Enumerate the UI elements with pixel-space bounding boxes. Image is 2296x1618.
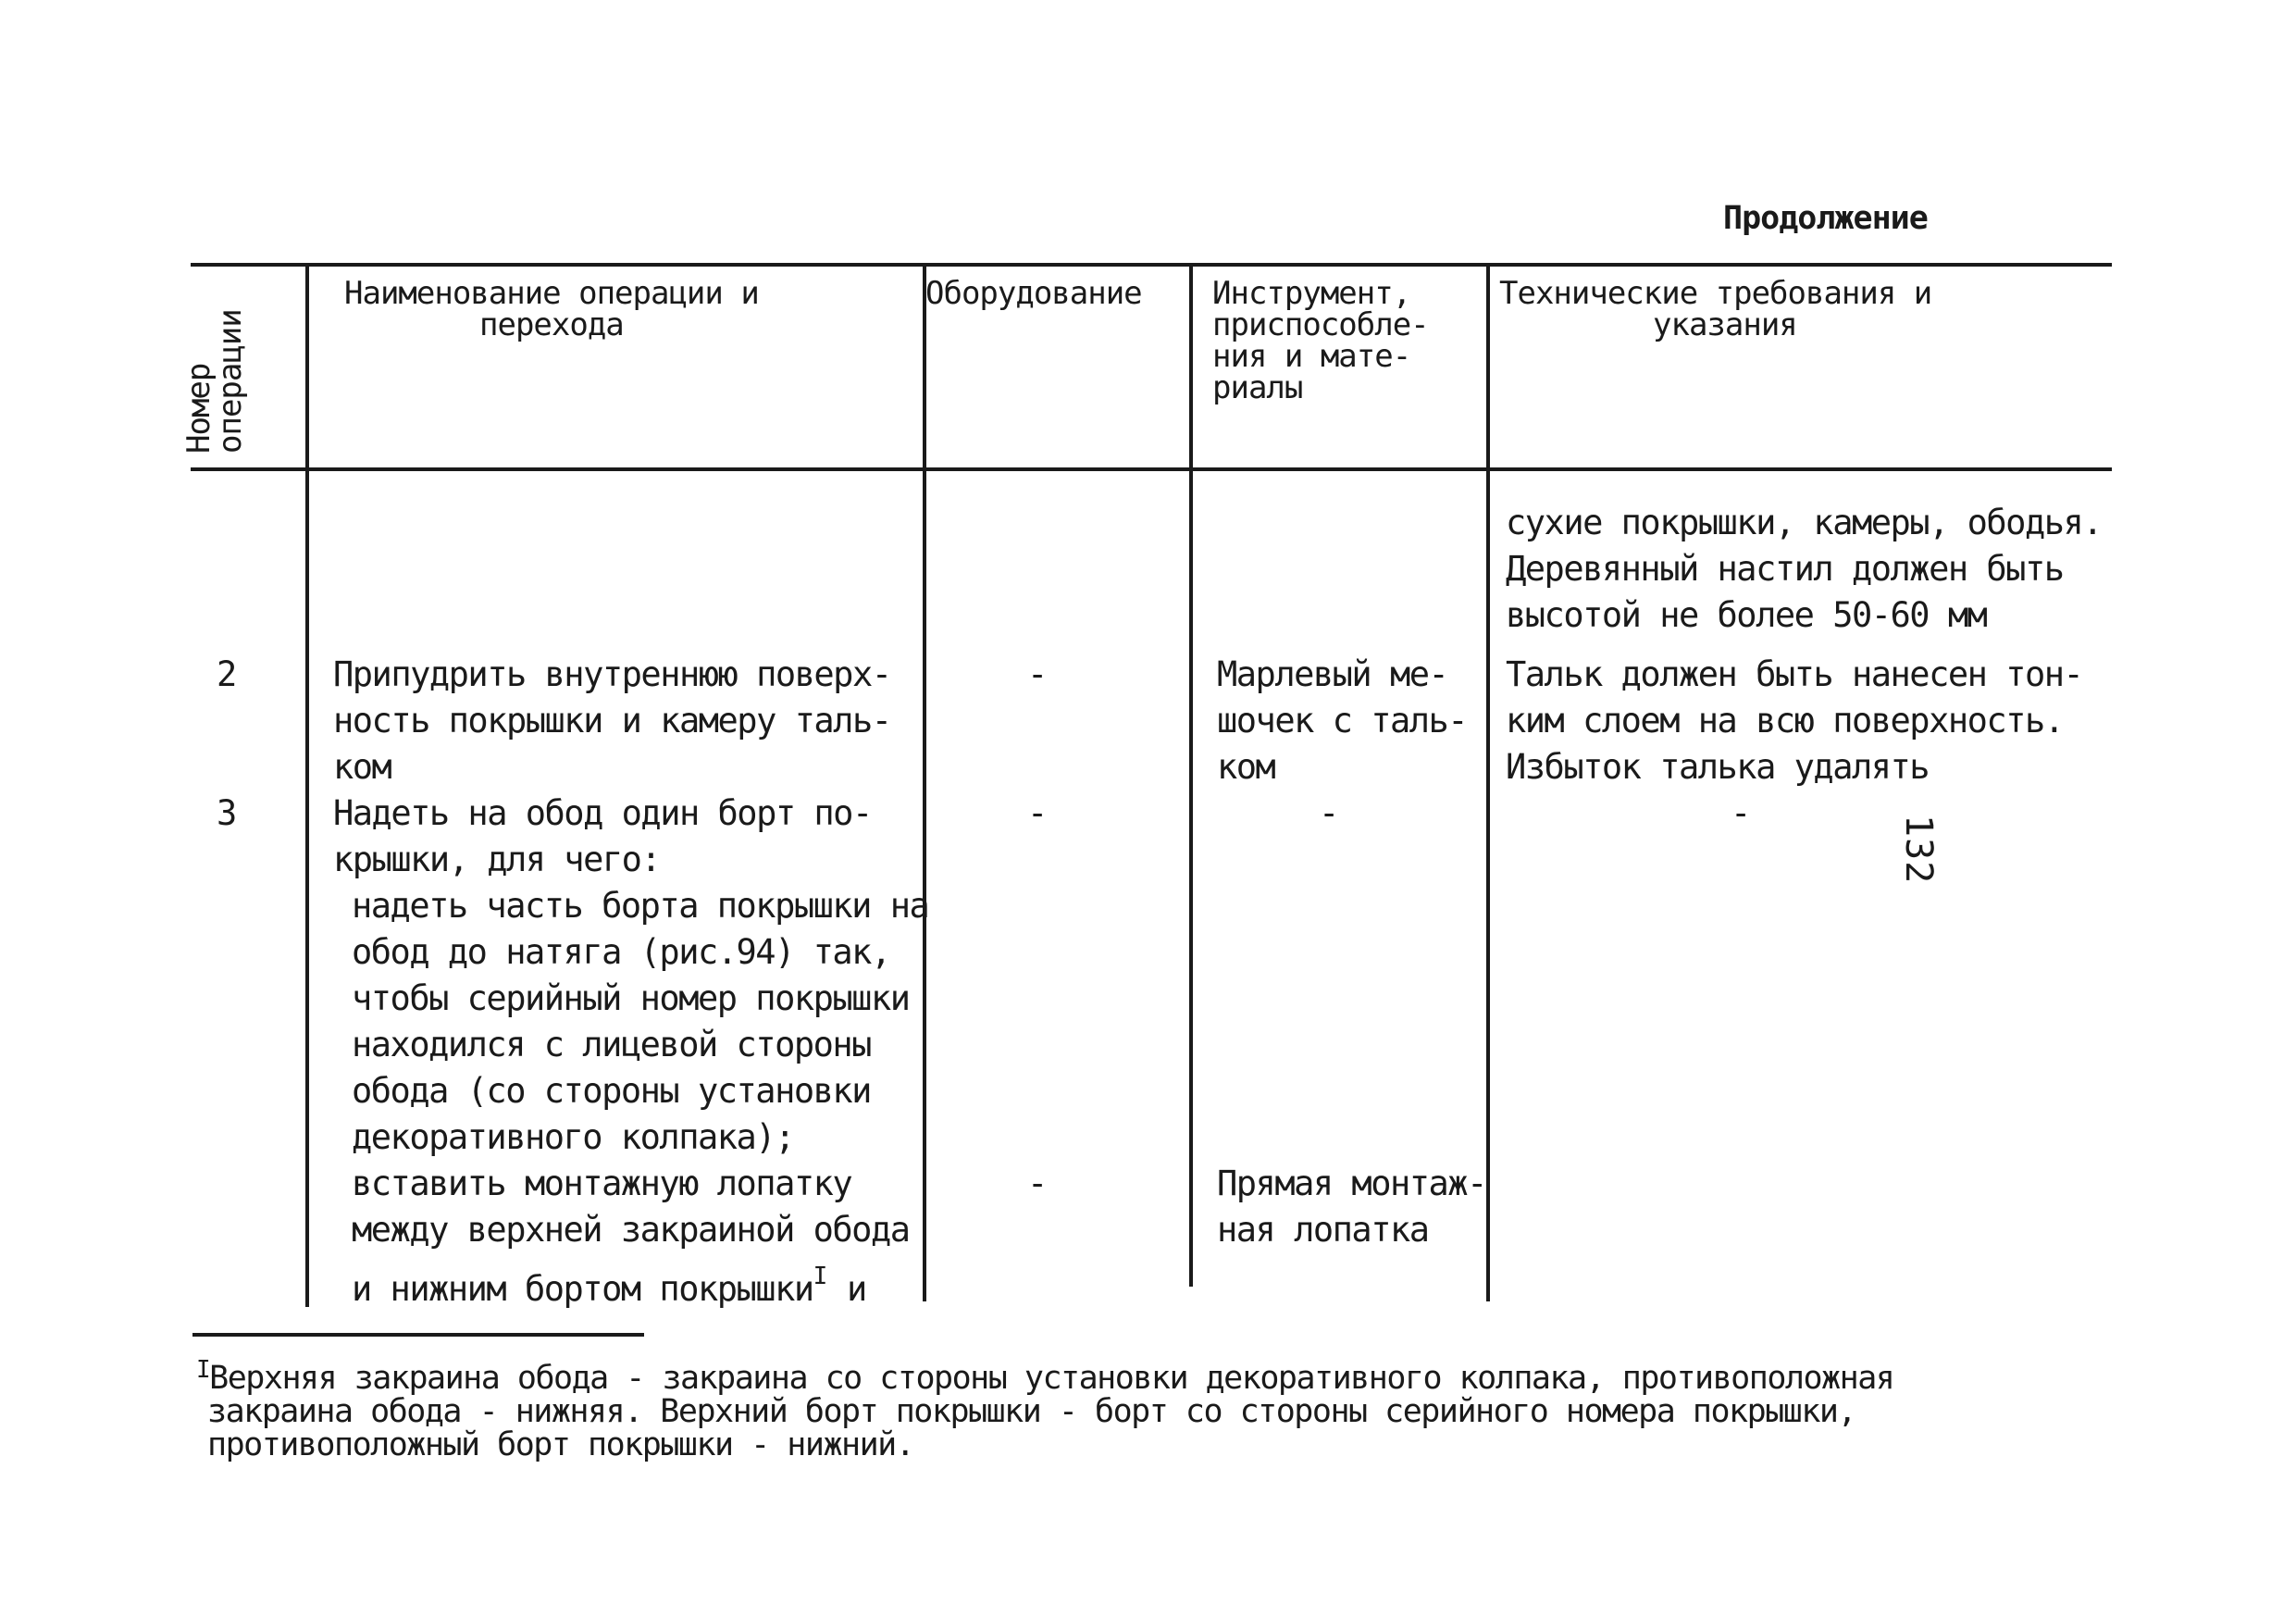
op2-tools: Марлевый ме- шочек с таль- ком — [1217, 654, 1468, 787]
op3-substep-2: вставить монтажную лопатку между верхней закраиной обода и нижним бортом покрышки$^I$ и — [352, 1164, 910, 1309]
op3-substep-2-tools: Прямая монтаж- ная лопатка — [1217, 1164, 1486, 1250]
footnote-separator — [192, 1333, 644, 1337]
op3-tools: - — [1319, 793, 1338, 833]
table-header-rule — [191, 467, 2112, 471]
header-operation: Наименование операции и перехода — [344, 275, 759, 343]
op2-requirements: Тальк должен быть нанесен тон- ким слоем на всю поверхность. Избыток талька удалять — [1506, 654, 2083, 787]
header-tools: Инструмент, приспособле- ния и мате- риалы — [1212, 275, 1429, 406]
op3-number: 3 — [217, 793, 236, 833]
header-op-number: Номер операции — [180, 309, 249, 454]
op3-operation: Надеть на обод один борт по- крышки, для чего: — [333, 793, 872, 879]
column-divider-3 — [1189, 265, 1193, 1287]
footnote: $^I$Верхняя закраина обода - закраина со стороны установки декоративного колпака, противоположная закраина обода - нижняя. Верхний борт покрышки - борт со стороны серийного номера покрышки, противоположный борт покрышки - нижний. — [196, 1356, 1894, 1463]
header-equipment: Оборудование — [925, 275, 1142, 312]
op3-requirements: - — [1731, 793, 1750, 833]
op3-substep-2-equipment: - — [1027, 1164, 1047, 1203]
column-divider-4 — [1486, 265, 1490, 1301]
table-top-rule — [191, 263, 2112, 267]
op3-substep-1: надеть часть борта покрышки на обод до натяга (рис.94) так, чтобы серийный номер покрышки находился с лицевой стороны обода (со стороны установки декоративного колпака); — [352, 886, 929, 1157]
op2-equipment: - — [1027, 654, 1047, 694]
continuation-label: Продолжение — [1723, 200, 1928, 237]
carry-over-requirements: сухие покрышки, камеры, ободья. Деревянный настил должен быть высотой не более 50-60 мм — [1506, 503, 2103, 635]
op2-operation: Припудрить внутреннюю поверх- ность покрышки и камеру таль- ком — [333, 654, 891, 787]
op3-equipment: - — [1027, 793, 1047, 833]
header-requirements: Технические требования и указания — [1499, 275, 1932, 343]
footnote-marker: I — [196, 1356, 210, 1384]
op2-number: 2 — [217, 654, 236, 694]
column-divider-1 — [305, 265, 309, 1307]
footnote-ref: I — [813, 1263, 828, 1290]
page-number: 132 — [1897, 815, 1940, 885]
